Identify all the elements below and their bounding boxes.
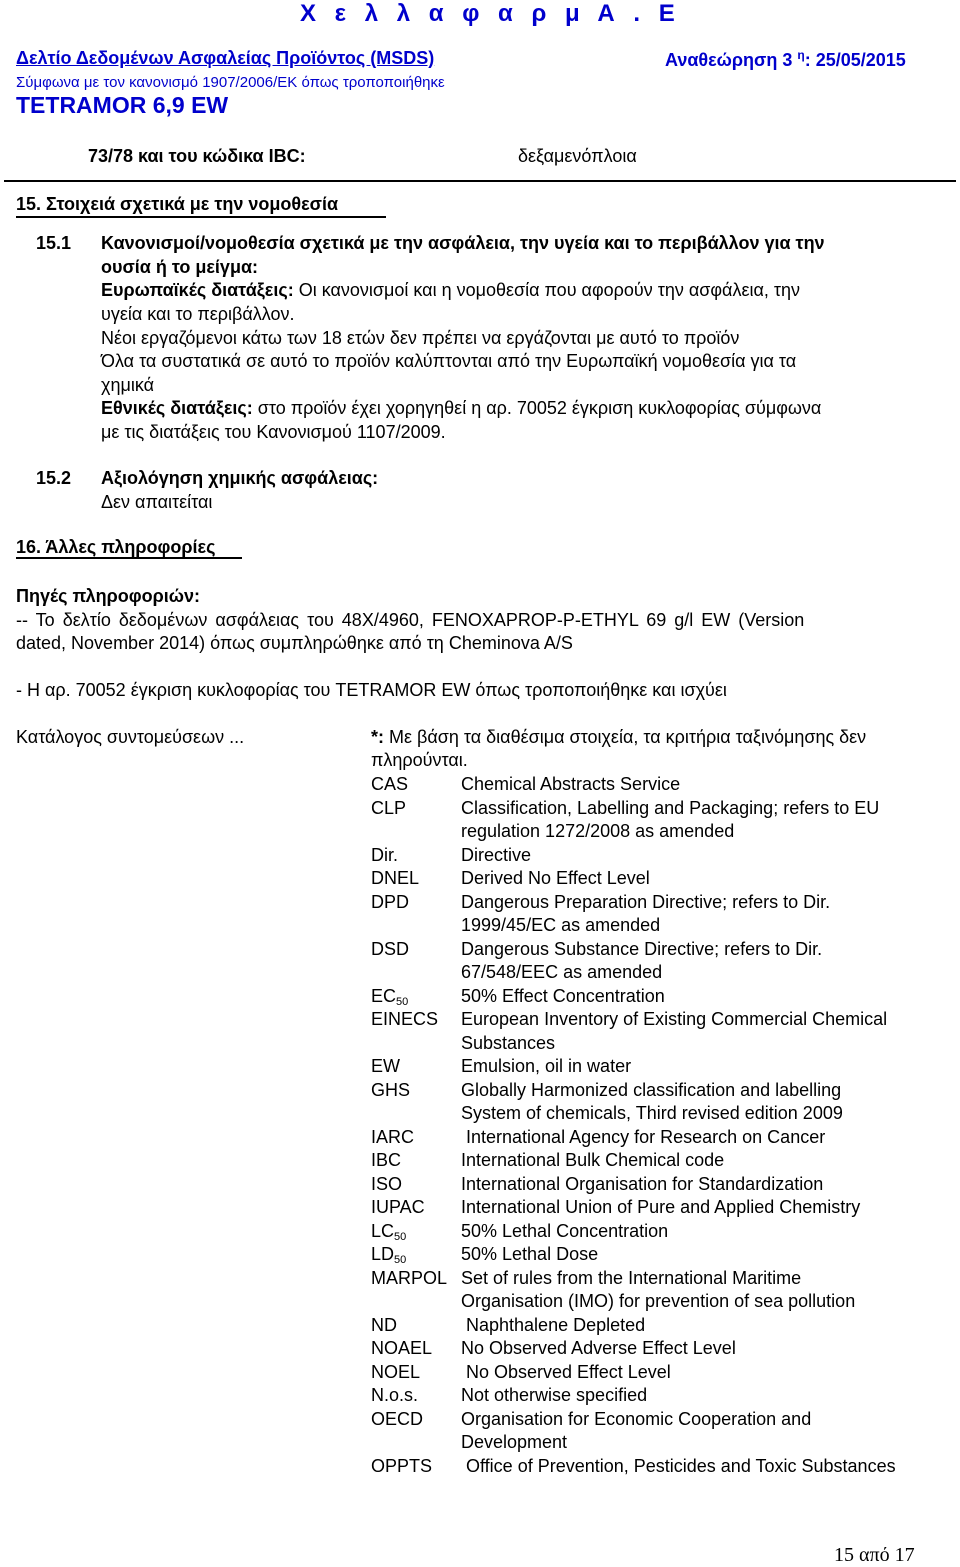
abbreviation-definition: Emulsion, oil in water — [461, 1056, 632, 1076]
abbreviation-definition: 50% Lethal Concentration — [461, 1220, 669, 1241]
revision-suffix: : 25/05/2015 — [804, 50, 906, 70]
abbreviation-definition: Organisation (IMO) for prevention of sea pollution — [461, 1291, 856, 1311]
abbreviation-definition: 1999/45/EC as amended — [461, 915, 661, 935]
section-15-1-title-line1: Κανονισμοί/νομοθεσία σχετικά με την ασφάλεια, την υγεία και το περιβάλλον για την — [101, 233, 825, 253]
abbreviation-definition: International Union of Pure and Applied Chemistry — [461, 1197, 861, 1217]
abbreviation-definition: International Bulk Chemical code — [461, 1150, 725, 1170]
abbreviation-key — [371, 1009, 438, 1030]
abbreviation-key-subscript: 50 — [396, 995, 409, 1008]
company-name: Χ ε λ λ α φ α ρ μ Α . Ε — [300, 0, 681, 27]
abbreviation-key-text: CAS — [371, 774, 409, 794]
section-15-1-number: 15.1 — [36, 233, 72, 253]
abbreviation-key-text: LC — [371, 1220, 395, 1241]
abbreviation-definition: No Observed Effect Level — [461, 1361, 671, 1382]
abbreviation-key-text: N.o.s. — [371, 1385, 419, 1405]
abbreviation-key-text: IUPAC — [371, 1197, 425, 1217]
abbreviation-key — [371, 1221, 406, 1243]
abbreviation-key-text: NOEL — [371, 1361, 421, 1382]
abbreviation-key — [371, 798, 406, 819]
abbreviation-key-text: Dir. — [371, 844, 398, 865]
abbreviation-key — [371, 1315, 397, 1336]
abbreviation-definition: 50% Effect Concentration — [461, 985, 665, 1006]
abbreviation-key — [371, 1409, 423, 1430]
abbreviation-key — [371, 774, 408, 795]
product-name: TETRAMOR 6,9 EW — [16, 92, 229, 118]
approval-text: - Η αρ. 70052 έγκριση κυκλοφορίας του TETRAMOR EW όπως τροποποιήθηκε και ισχύει — [16, 680, 727, 700]
abbreviation-key — [371, 1127, 414, 1148]
abbreviation-key-text: IARC — [371, 1126, 415, 1147]
abbreviation-key — [371, 1244, 406, 1266]
abbreviation-definition: Development — [461, 1432, 568, 1452]
abbreviation-key — [371, 939, 409, 960]
revision-date — [665, 48, 906, 71]
page-number: 15 από 17 — [834, 1544, 915, 1566]
abbreviation-definition: regulation 1272/2008 as amended — [461, 821, 735, 841]
abbreviation-key-text: OPPTS — [371, 1455, 433, 1476]
abbreviation-definition: Dangerous Preparation Directive; refers to Dir. — [461, 891, 831, 912]
abbreviation-key — [371, 1197, 425, 1218]
abbreviation-key — [371, 1150, 401, 1171]
abbreviation-definition: Dangerous Substance Directive; refers to Dir. — [461, 938, 823, 959]
abbreviation-definition: Globally Harmonized classification and labelling — [461, 1079, 842, 1100]
abbreviation-definition: European Inventory of Existing Commercial Chemical — [461, 1009, 888, 1029]
abbreviation-key — [371, 1385, 418, 1406]
all-ingredients-line1: Όλα τα συστατικά σε αυτό το προϊόν καλύπτονται από την Ευρωπαϊκή νομοθεσία για τα — [101, 351, 797, 371]
abbreviation-definition: International Agency for Research on Cancer — [461, 1126, 826, 1147]
marpol-label: 73/78 και του κώδικα IBC: — [88, 146, 306, 166]
section-15-2-title: Αξιολόγηση χημικής ασφάλειας: — [101, 468, 379, 488]
abbreviation-definition: Not otherwise specified — [461, 1385, 648, 1405]
abbreviation-definition: Classification, Labelling and Packaging; refers to EU — [461, 797, 880, 818]
abbreviation-key-text: ISO — [371, 1173, 403, 1194]
abbreviations-label: Κατάλογος συντομεύσεων ... — [16, 727, 245, 747]
all-ingredients-line2: χημικά — [101, 375, 155, 395]
abbreviation-definition: Set of rules from the International Maritime — [461, 1267, 802, 1288]
section-15-2-number: 15.2 — [36, 468, 72, 488]
section-16-underline — [16, 557, 242, 559]
abbreviation-key-text: EW — [371, 1056, 400, 1076]
revision-prefix: Αναθεώρηση 3 — [665, 50, 793, 70]
abbreviation-definition: Substances — [461, 1032, 556, 1053]
revision-sup: η — [797, 48, 805, 62]
abbreviation-key-subscript: 50 — [394, 1254, 407, 1266]
sources-line2: dated, November 2014) όπως συμπληρώθηκε από τη Cheminova A/S — [16, 633, 573, 653]
abbreviation-definition: No Observed Adverse Effect Level — [461, 1338, 736, 1358]
abbreviation-key — [371, 1056, 400, 1077]
star-label: *: — [371, 727, 384, 747]
abbreviation-definition: Chemical Abstracts Service — [461, 774, 681, 794]
star-note-line2: πληρούνται. — [371, 750, 468, 770]
abbreviation-key — [371, 892, 409, 913]
national-provisions — [101, 398, 821, 419]
abbreviation-definition: 67/548/EEC as amended — [461, 962, 663, 982]
abbreviation-key-text: OECD — [371, 1408, 424, 1429]
abbreviation-key-text: CLP — [371, 797, 407, 818]
abbreviation-key-text: NOAEL — [371, 1338, 433, 1358]
section-15-1-title-line2: ουσία ή το μείγμα: — [101, 257, 259, 277]
abbreviation-key-text: EC — [371, 985, 397, 1006]
eu-provisions-label: Ευρωπαϊκές διατάξεις: — [101, 280, 294, 300]
msds-title-text: Δελτίο Δεδομένων Ασφαλείας Προϊόντος (MSDS) — [16, 48, 435, 68]
eu-provisions — [101, 280, 800, 301]
young-workers-text: Νέοι εργαζόμενοι κάτω των 18 ετών δεν πρέπει να εργάζονται με αυτό το προϊόν — [101, 328, 740, 348]
eu-provisions-line2: υγεία και το περιβάλλον. — [101, 304, 295, 324]
abbreviation-key — [371, 986, 408, 1008]
regulation-note: Σύμφωνα με τον κανονισμό 1907/2006/ΕΚ όπως τροποποιήθηκε — [16, 74, 445, 91]
abbreviation-key — [371, 1080, 410, 1101]
star-text: Με βάση τα διαθέσιμα στοιχεία, τα κριτήρια ταξινόμησης δεν — [384, 727, 867, 747]
sources-line1: -- Το δελτίο δεδομένων ασφάλειας του 48Χ/4960, FENOXAPROP-P-ETHYL 69 g/l EW (Version — [16, 610, 805, 630]
abbreviation-key — [371, 1338, 432, 1359]
abbreviation-definition: Derived No Effect Level — [461, 868, 650, 888]
abbreviation-key-text: IBC — [371, 1150, 402, 1170]
abbreviation-key-text: MARPOL — [371, 1267, 448, 1288]
abbreviation-key-text: LD — [371, 1244, 395, 1264]
abbreviation-key-text: DNEL — [371, 868, 420, 888]
abbreviation-definition: 50% Lethal Dose — [461, 1244, 599, 1264]
abbreviation-key — [371, 1268, 447, 1289]
abbreviation-key — [371, 868, 419, 889]
abbreviation-key-text: EINECS — [371, 1009, 439, 1029]
section-16-title: 16. Άλλες πληροφορίες — [16, 537, 216, 557]
national-provisions-label: Εθνικές διατάξεις: — [101, 398, 253, 418]
national-provisions-line2: με τις διατάξεις του Κανονισμού 1107/2009. — [101, 422, 446, 442]
abbreviation-key-text: GHS — [371, 1079, 411, 1100]
national-provisions-text: στο προϊόν έχει χορηγηθεί η αρ. 70052 έγκριση κυκλοφορίας σύμφωνα — [252, 398, 822, 418]
abbreviation-key-subscript: 50 — [394, 1230, 407, 1243]
marpol-value: δεξαμενόπλοια — [518, 146, 637, 166]
section-15-2-text: Δεν απαιτείται — [101, 492, 213, 512]
abbreviation-key — [371, 1174, 402, 1195]
sources-label: Πηγές πληροφοριών: — [16, 586, 200, 606]
abbreviation-key — [371, 1456, 432, 1477]
star-note — [371, 727, 866, 748]
abbreviation-key — [371, 845, 398, 866]
abbreviation-definition: Directive — [461, 844, 532, 865]
abbreviation-definition: Naphthalene Depleted — [461, 1314, 646, 1335]
eu-provisions-text: Οι κανονισμοί και η νομοθεσία που αφορούν την ασφάλεια, την — [293, 280, 800, 300]
abbreviation-key-text: DPD — [371, 891, 410, 912]
abbreviation-definition: System of chemicals, Third revised edition 2009 — [461, 1103, 843, 1123]
abbreviation-definition: Organisation for Economic Cooperation and — [461, 1408, 812, 1429]
abbreviation-key — [371, 1362, 420, 1383]
abbreviation-definition: International Organisation for Standardization — [461, 1173, 824, 1194]
msds-title — [16, 48, 434, 69]
section-15-underline — [16, 216, 386, 218]
abbreviation-key-text: ND — [371, 1314, 397, 1335]
abbreviation-key-text: DSD — [371, 938, 410, 959]
section-15-title: 15. Στοιχειά σχετικά με την νομοθεσία — [16, 194, 339, 214]
abbreviation-definition: Office of Prevention, Pesticides and Toxic Substances — [461, 1455, 896, 1476]
